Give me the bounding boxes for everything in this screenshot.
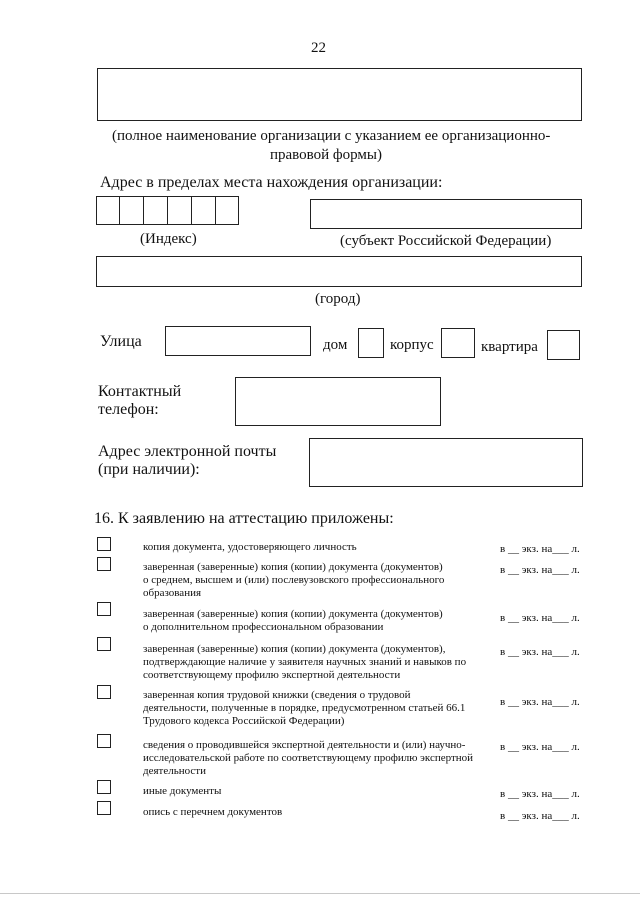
index-cell-divider [119,197,120,224]
attachment-checkbox[interactable] [97,602,111,616]
building-field[interactable] [441,328,475,358]
apartment-label: квартира [481,339,538,355]
region-field[interactable] [310,199,582,229]
index-label: (Индекс) [140,231,197,247]
attachment-checkbox[interactable] [97,801,111,815]
attachment-copies: в __ экз. на___ л. [500,696,580,708]
attachments-heading: 16. К заявлению на аттестацию приложены: [94,510,394,527]
house-label: дом [323,337,348,353]
page-number: 22 [311,40,326,56]
attachment-checkbox[interactable] [97,537,111,551]
phone-label-line2: телефон: [98,401,159,418]
attachment-copies: в __ экз. на___ л. [500,741,580,753]
attachment-copies: в __ экз. на___ л. [500,788,580,800]
address-heading: Адрес в пределах места нахождения организации: [100,174,443,191]
attachment-text: копия документа, удостоверяющего личность [143,541,357,553]
email-field[interactable] [309,438,583,487]
attachment-text: заверенная (заверенные) копия (копии) документа (документов), подтверждающие наличие у заявителя научных знаний и навыков по соответствующему профилю экспертной деятельности [143,643,467,681]
organization-caption-line1: (полное наименование организации с указанием ее организационно- [112,128,551,144]
region-label: (субъект Российской Федерации) [340,233,552,249]
attachment-checkbox[interactable] [97,734,111,748]
phone-field[interactable] [235,377,441,426]
attachment-copies: в __ экз. на___ л. [500,564,580,576]
building-label: корпус [390,337,434,353]
attachment-checkbox[interactable] [97,557,111,571]
attachment-text: заверенная (заверенные) копия (копии) документа (документов) о дополнительном профессиональном образовании [143,608,443,633]
email-label-line2: (при наличии): [98,461,200,478]
attachment-text: заверенная (заверенные) копия (копии) документа (документов) о среднем, высшем и (или) послевузовского профессионального образования [143,561,445,599]
organization-caption-line2: правовой формы) [270,147,382,163]
attachment-text: сведения о проводившейся экспертной деятельности и (или) научно- исследовательской работе по соответствующему профилю экспертной деятельности [143,739,474,777]
attachment-text: заверенная копия трудовой книжки (сведения о трудовой деятельности, полученные в порядке, предусмотренном статьей 66.1 Трудового кодекса Российской Федерации) [143,689,466,727]
attachment-checkbox[interactable] [97,780,111,794]
phone-label-line1: Контактный [98,383,182,400]
postal-index-field[interactable] [96,196,239,225]
organization-name-field[interactable] [97,68,582,121]
attachment-copies: в __ экз. на___ л. [500,612,580,624]
street-field[interactable] [165,326,311,356]
index-cell-divider [215,197,216,224]
attachment-copies: в __ экз. на___ л. [500,810,580,822]
attachment-copies: в __ экз. на___ л. [500,646,580,658]
attachment-copies: в __ экз. на___ л. [500,543,580,555]
email-label-line1: Адрес электронной почты [98,443,277,460]
city-field[interactable] [96,256,582,287]
street-label: Улица [100,333,142,350]
index-cell-divider [167,197,168,224]
index-cell-divider [191,197,192,224]
attachment-checkbox[interactable] [97,685,111,699]
apartment-field[interactable] [547,330,580,360]
house-field[interactable] [358,328,384,358]
attachment-text: иные документы [143,785,222,797]
attachment-text: опись с перечнем документов [143,806,283,818]
scan-edge-line [0,893,640,894]
attachment-checkbox[interactable] [97,637,111,651]
city-label: (город) [315,291,361,307]
index-cell-divider [143,197,144,224]
